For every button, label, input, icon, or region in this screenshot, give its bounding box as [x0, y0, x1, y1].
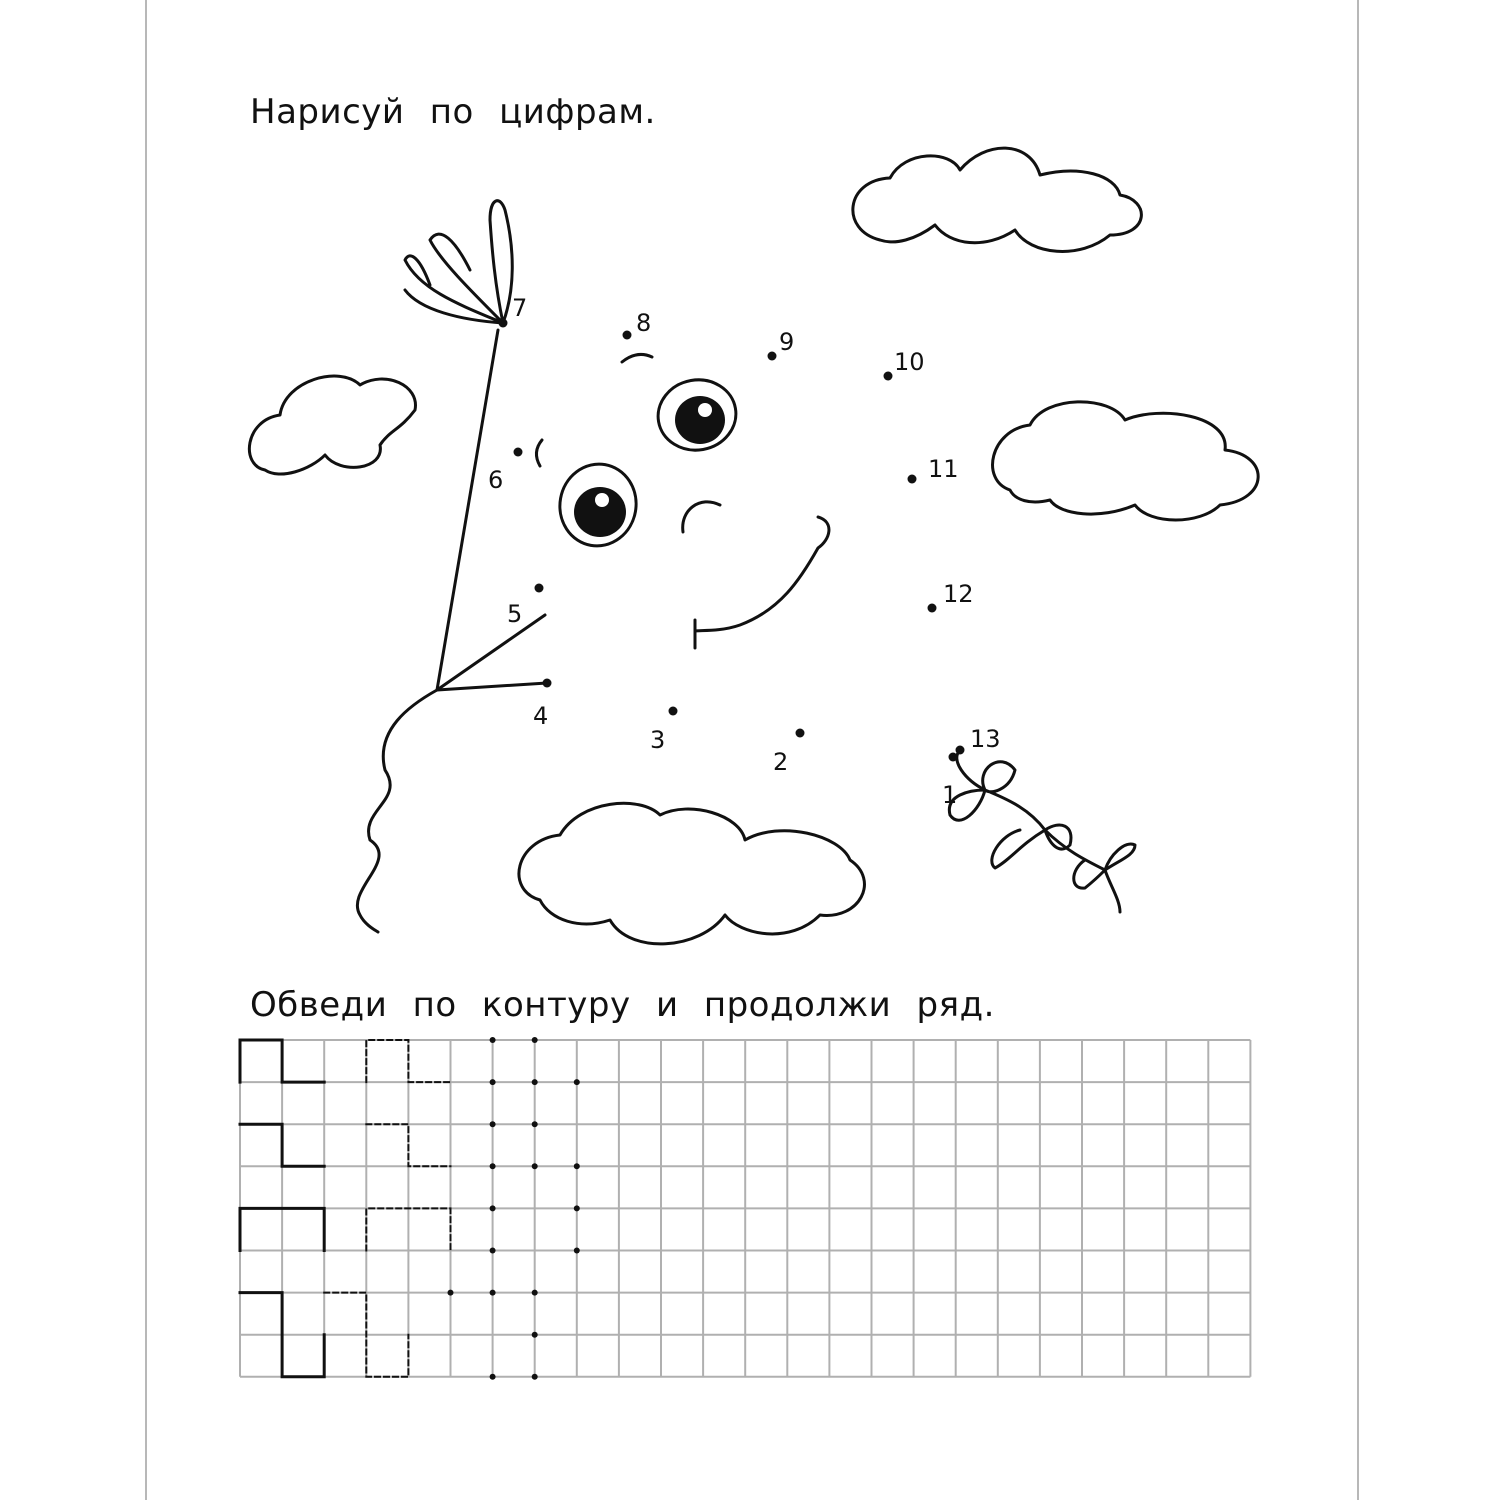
dot-11: [908, 475, 917, 484]
dot-2: [796, 729, 805, 738]
dot-points: [488, 294, 1001, 809]
dot-5: [535, 584, 544, 593]
dot-1: [949, 753, 958, 762]
dot-4: [543, 679, 552, 688]
pattern-row-1-dot: [490, 1079, 496, 1085]
kite-bow-top: [405, 201, 512, 323]
dot-3: [669, 707, 678, 716]
dot-label-2: 2: [773, 748, 789, 776]
dot-label-10: 10: [894, 348, 925, 376]
pattern-row-1-dot: [532, 1037, 538, 1043]
pattern-row-2-dot: [490, 1121, 496, 1127]
dot-8: [623, 331, 632, 340]
pattern-row-3-dot: [490, 1248, 496, 1254]
pattern-row-3-dot: [574, 1248, 580, 1254]
pattern-row-3-dot: [490, 1205, 496, 1211]
pattern-row-4-dot: [532, 1332, 538, 1338]
dot-label-4: 4: [533, 702, 549, 730]
dot-label-12: 12: [943, 580, 974, 608]
dot-6: [514, 448, 523, 457]
kite-string: [437, 330, 498, 690]
pattern-row-4-dot: [532, 1290, 538, 1296]
dot-10: [884, 372, 893, 381]
kite-string-branch-4: [437, 683, 547, 690]
dot-label-6: 6: [488, 466, 504, 494]
pattern-row-3-dot: [574, 1205, 580, 1211]
cloud-bottom: [519, 803, 864, 944]
mouth: [695, 517, 829, 648]
pattern-row-2-dot: [532, 1163, 538, 1169]
pattern-row-4-dot: [490, 1374, 496, 1380]
pattern-row-2-dot: [574, 1163, 580, 1169]
pattern-row-2-dot: [532, 1121, 538, 1127]
dot-13: [956, 746, 965, 755]
pattern-row-4-dot: [448, 1290, 454, 1296]
dot-label-8: 8: [636, 309, 652, 337]
dot-label-9: 9: [779, 328, 795, 356]
dot-label-1: 1: [942, 781, 958, 809]
pattern-row-4-dot: [532, 1374, 538, 1380]
pattern-row-1-dot: [490, 1037, 496, 1043]
dot-7: [499, 319, 508, 328]
connect-dots-title: Нарисуй по цифрам.: [250, 92, 656, 132]
pupil-right: [675, 396, 725, 444]
pattern-row-1-dot: [532, 1079, 538, 1085]
pattern-row-4-dot: [490, 1290, 496, 1296]
dot-label-7: 7: [512, 294, 528, 322]
cloud-top-right: [853, 148, 1142, 251]
trace-pattern-title: Обведи по контуру и продолжи ряд.: [250, 985, 995, 1025]
kite-tail-bows: [949, 750, 1135, 912]
dot-12: [928, 604, 937, 613]
cloud-left: [249, 376, 415, 474]
brow-left: [536, 440, 542, 466]
dot-label-3: 3: [650, 726, 666, 754]
kite-string-branch-5: [437, 615, 545, 690]
nose: [683, 502, 720, 532]
dot-label-11: 11: [928, 455, 959, 483]
brow-right: [622, 354, 652, 362]
pattern-row-1-solid: [240, 1040, 324, 1082]
dot-label-13: 13: [970, 725, 1001, 753]
dot-9: [768, 352, 777, 361]
pattern-row-1-dot: [574, 1079, 580, 1085]
pattern-row-2-dashed: [366, 1124, 450, 1166]
pattern-row-2-dot: [490, 1163, 496, 1169]
pattern-row-2-solid: [240, 1124, 324, 1166]
kite-string-wavy: [357, 690, 437, 932]
cloud-right: [993, 402, 1259, 520]
dot-label-5: 5: [507, 600, 523, 628]
